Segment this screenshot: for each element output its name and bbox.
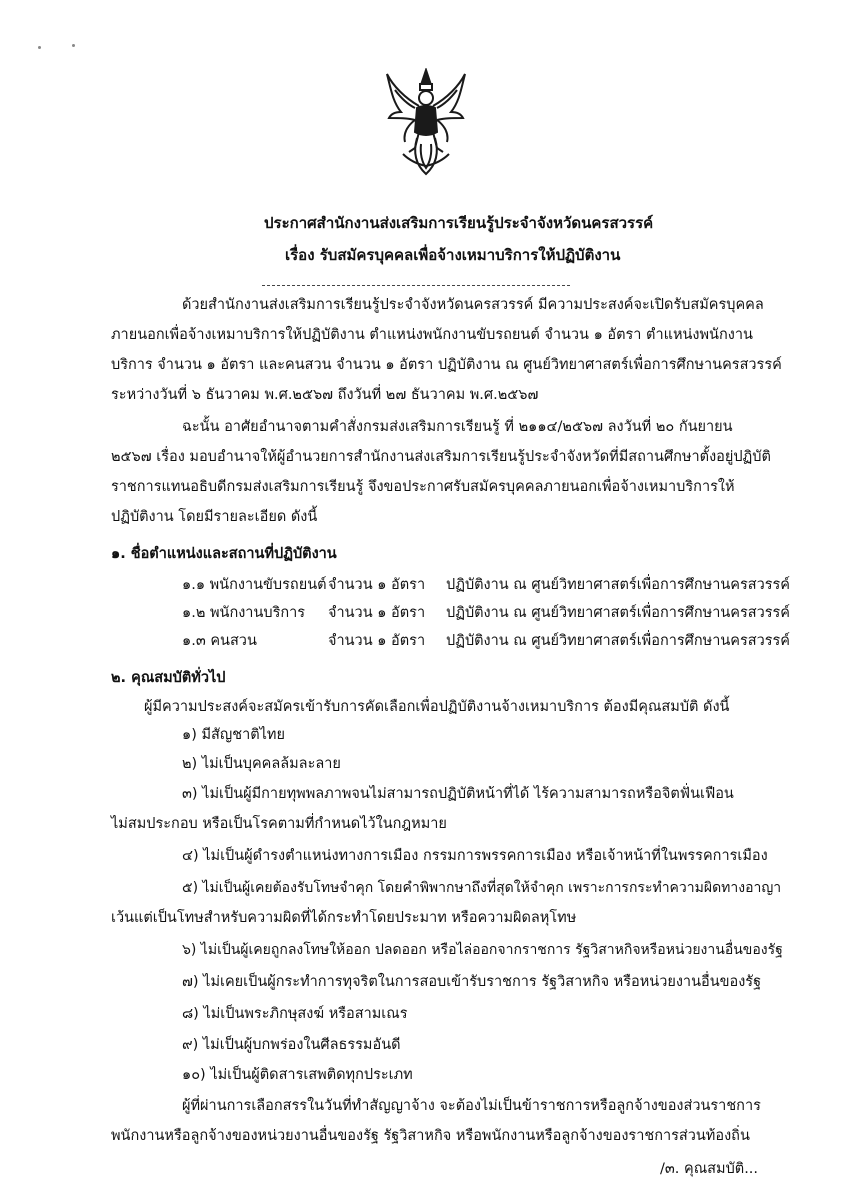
position-location: ปฏิบัติงาน ณ ศูนย์วิทยาศาสตร์เพื่อการศึกษานครสวรรค์ xyxy=(446,577,790,593)
qualification-item-continued: ไม่สมประกอบ หรือเป็นโรคตามที่กำหนดไว้ในกฎหมาย xyxy=(111,816,447,832)
authority-line: ฉะนั้น อาศัยอำนาจตามคำสั่งกรมส่งเสริมการเรียนรู้ ที่ ๒๑๑๔/๒๕๖๗ ลงวันที่ ๒๐ กันยายน xyxy=(182,419,733,435)
closing-line: ผู้ที่ผ่านการเลือกสรรในวันที่ทำสัญญาจ้าง จะต้องไม่เป็นข้าราชการหรือลูกจ้างของส่วนราชการ xyxy=(182,1098,761,1114)
qualification-item: ๕) ไม่เป็นผู้เคยต้องรับโทษจำคุก โดยคำพิพากษาถึงที่สุดให้จำคุก เพราะการกระทำความผิดทางอาญา xyxy=(182,880,782,896)
qualification-item: ๓) ไม่เป็นผู้มีกายทุพพลภาพจนไม่สามารถปฏิบัติหน้าที่ได้ ไร้ความสามารถหรือจิตฟั่นเฟือน xyxy=(182,786,734,802)
intro-line: ด้วยสำนักงานส่งเสริมการเรียนรู้ประจำจังหวัดนครสวรรค์ มีความประสงค์จะเปิดรับสมัครบุคคล xyxy=(182,297,764,313)
qualification-item: ๗) ไม่เคยเป็นผู้กระทำการทุจริตในการสอบเข้ารับราชการ รัฐวิสาหกิจ หรือหน่วยงานอื่นของรัฐ xyxy=(182,974,762,990)
qualification-item: ๙) ไม่เป็นผู้บกพร่องในศีลธรรมอันดี xyxy=(182,1037,401,1053)
garuda-emblem-icon xyxy=(383,68,469,178)
qualification-item: ๔) ไม่เป็นผู้ดำรงตำแหน่งทางการเมือง กรรมการพรรคการเมือง หรือเจ้าหน้าที่ในพรรคการเมือง xyxy=(182,848,768,864)
qualification-item: ๑) มีสัญชาติไทย xyxy=(182,727,285,743)
intro-line: ระหว่างวันที่ ๖ ธันวาคม พ.ศ.๒๕๖๗ ถึงวันที่ ๒๗ ธันวาคม พ.ศ.๒๕๖๗ xyxy=(111,387,539,403)
qualification-item: ๘) ไม่เป็นพระภิกษุสงฆ์ หรือสามเณร xyxy=(182,1006,408,1022)
section2-heading: ๒. คุณสมบัติทั่วไป xyxy=(111,670,226,686)
qualification-item-continued: เว้นแต่เป็นโทษสำหรับความผิดที่ได้กระทำโดยประมาท หรือความผิดลหุโทษ xyxy=(111,910,577,926)
qualification-item: ๖) ไม่เป็นผู้เคยถูกลงโทษให้ออก ปลดออก หรือไล่ออกจากราชการ รัฐวิสาหกิจหรือหน่วยงานอื่นของรัฐ xyxy=(182,942,783,958)
position-quantity: จำนวน ๑ อัตรา xyxy=(328,633,426,649)
position-quantity: จำนวน ๑ อัตรา xyxy=(328,605,426,621)
position-location: ปฏิบัติงาน ณ ศูนย์วิทยาศาสตร์เพื่อการศึกษานครสวรรค์ xyxy=(446,633,790,649)
announcement-subject: เรื่อง รับสมัครบุคคลเพื่อจ้างเหมาบริการให้ปฏิบัติงาน xyxy=(285,246,621,264)
continued-next-page: /๓. คุณสมบัติ... xyxy=(660,1161,759,1177)
position-quantity: จำนวน ๑ อัตรา xyxy=(328,577,426,593)
announcement-title: ประกาศสำนักงานส่งเสริมการเรียนรู้ประจำจังหวัดนครสวรรค์ xyxy=(264,214,654,232)
closing-line: พนักงานหรือลูกจ้างของหน่วยงานอื่นของรัฐ รัฐวิสาหกิจ หรือพนักงานหรือลูกจ้างของราชการส่วนท้องถิ่น xyxy=(111,1128,750,1144)
position-name: ๑.๒ พนักงานบริการ xyxy=(182,605,306,621)
qualification-item: ๒) ไม่เป็นบุคคลล้มละลาย xyxy=(182,756,341,772)
header-divider xyxy=(262,285,570,286)
scan-speck xyxy=(72,44,75,47)
intro-line: บริการ จำนวน ๑ อัตรา และคนสวน จำนวน ๑ อัตรา ปฏิบัติงาน ณ ศูนย์วิทยาศาสตร์เพื่อการศึกษานครสวรรค์ xyxy=(111,357,782,373)
authority-line: ๒๕๖๗ เรื่อง มอบอำนาจให้ผู้อำนวยการสำนักงานส่งเสริมการเรียนรู้ประจำจังหวัดที่มีสถานศึกษาตั้งอยู่ปฏิบัติ xyxy=(111,449,771,465)
position-name: ๑.๓ คนสวน xyxy=(182,633,257,649)
intro-line: ภายนอกเพื่อจ้างเหมาบริการให้ปฏิบัติงาน ตำแหน่งพนักงานขับรถยนต์ จำนวน ๑ อัตรา ตำแหน่งพนักงาน xyxy=(111,327,753,343)
position-name: ๑.๑ พนักงานขับรถยนต์ xyxy=(182,577,327,593)
position-location: ปฏิบัติงาน ณ ศูนย์วิทยาศาสตร์เพื่อการศึกษานครสวรรค์ xyxy=(446,605,790,621)
qualification-lead: ผู้มีความประสงค์จะสมัครเข้ารับการคัดเลือกเพื่อปฏิบัติงานจ้างเหมาบริการ ต้องมีคุณสมบัติ ดังนี้ xyxy=(144,699,730,715)
authority-line: ราชการแทนอธิบดีกรมส่งเสริมการเรียนรู้ จึงขอประกาศรับสมัครบุคคลภายนอกเพื่อจ้างเหมาบริการให้ xyxy=(111,479,735,495)
qualification-item: ๑๐) ไม่เป็นผู้ติดสารเสพติดทุกประเภท xyxy=(182,1067,413,1083)
scan-speck xyxy=(38,46,41,49)
authority-line: ปฏิบัติงาน โดยมีรายละเอียด ดังนี้ xyxy=(111,509,318,525)
section1-heading: ๑. ชื่อตำแหน่งและสถานที่ปฏิบัติงาน xyxy=(111,546,337,562)
